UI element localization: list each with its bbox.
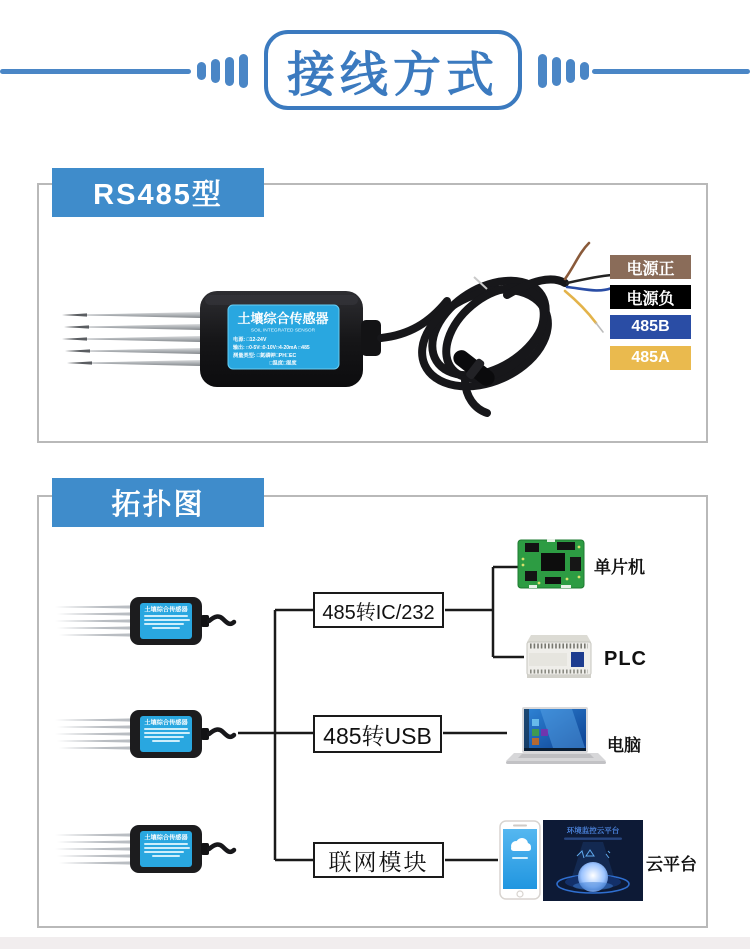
device-label-mcu: 单片机 [594, 558, 645, 577]
plc-device-image [521, 633, 595, 681]
mini-soil-sensor-1 [52, 590, 237, 652]
svg-text:□温度□湿度: □温度□湿度 [269, 360, 297, 367]
wire-brown [565, 243, 589, 279]
mini-soil-sensor-2 [52, 703, 237, 765]
device-label-cloud-platform: 云平台 [646, 855, 697, 874]
svg-text:测量类型: □氮磷钾□PH□EC: 测量类型: □氮磷钾□PH□EC [233, 353, 297, 359]
sensor-label-title: 土壤综合传感器 [237, 311, 329, 326]
topology-section-tab: 拓扑图 [52, 478, 264, 527]
sensor-label-subtitle: SOIL INTEGRATED SENSOR [250, 328, 316, 334]
device-label-plc: PLC [604, 648, 647, 670]
wire-legend-power-negative: 电源负 [610, 285, 691, 309]
soil-sensor-product-photo [37, 183, 708, 443]
converter-box-network-module: 联网模块 [313, 842, 444, 878]
svg-text:输出: □0-5V□0-10V□4-20mA □485: 输出: □0-5V□0-10V□4-20mA □485 [233, 345, 310, 351]
cloud-screen-title: 环境监控云平台 [566, 826, 620, 835]
wire-legend-power-positive: 电源正 [610, 255, 691, 279]
cloud-platform-screen-image [543, 820, 643, 901]
laptop-image [506, 705, 606, 767]
wire-yellow [565, 291, 596, 323]
sensor-probes [62, 312, 200, 366]
phone-image [499, 820, 541, 900]
wire-legend-485b: 485B [610, 315, 691, 339]
converter-box-485-to-usb: 485转USB [313, 715, 442, 753]
rs485-section-tab: RS485型 [52, 168, 264, 217]
svg-text:电源: □12-24V: 电源: □12-24V [233, 337, 267, 343]
sensor-spec-label [228, 305, 339, 369]
mcu-board-image [517, 537, 585, 591]
signal-bars-right-icon [538, 30, 589, 112]
signal-bars-left-icon [197, 30, 248, 112]
page-title: 接线方式 [264, 30, 522, 110]
banner-line-left [0, 69, 191, 74]
coiled-cable [381, 261, 565, 413]
wire-blue [567, 287, 612, 290]
banner-line-right [592, 69, 750, 74]
device-label-pc: 电脑 [607, 736, 641, 755]
page-bottom-strip [0, 937, 750, 949]
wire-legend-485a: 485A [610, 346, 691, 370]
converter-box-485-to-ic232: 485转IC/232 [313, 592, 444, 628]
wire-black [567, 275, 612, 283]
mini-soil-sensor-3 [52, 818, 237, 880]
